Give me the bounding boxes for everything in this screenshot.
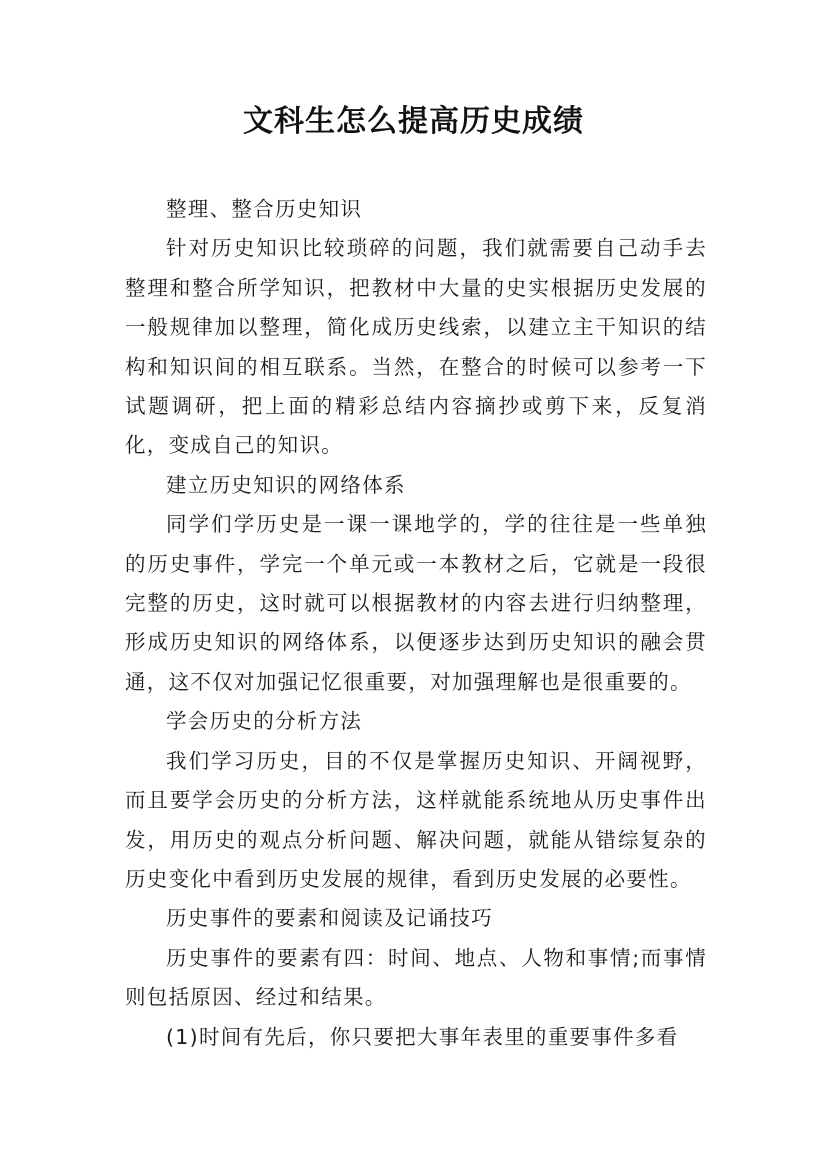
section-heading: 历史事件的要素和阅读及记诵技巧 — [166, 906, 493, 931]
document-body — [125, 190, 707, 1057]
document-title: 文科生怎么提高历史成绩 — [243, 104, 584, 139]
section-heading: 建立历史知识的网络体系 — [166, 472, 406, 497]
body-paragraph: 我们学习历史，目的不仅是掌握历史知识、开阔视野，而且要学会历史的分析方法，这样就能系统地从历史事件出发，用历史的观点分析问题、解决问题，就能从错综复杂的历史变化中看到历史发展的规律，看到历史发展的必要性。 — [125, 748, 707, 891]
body-paragraph: 针对历史知识比较琐碎的问题，我们就需要自己动手去整理和整合所学知识，把教材中大量的史实根据历史发展的一般规律加以整理，简化成历史线索，以建立主干知识的结构和知识间的相互联系。当然，在整合的时候可以参考一下试题调研，把上面的精彩总结内容摘抄或剪下来，反复消化，变成自己的知识。 — [125, 236, 707, 458]
body-paragraph: 历史事件的要素有四：时间、地点、人物和事情;而事情则包括原因、经过和结果。 — [125, 945, 707, 1010]
section-heading: 学会历史的分析方法 — [166, 709, 363, 734]
body-paragraph: (1)时间有先后，你只要把大事年表里的重要事件多看 — [166, 1024, 679, 1049]
section-heading: 整理、整合历史知识 — [166, 197, 363, 221]
body-paragraph: 同学们学历史是一课一课地学的，学的往往是一些单独的历史事件，学完一个单元或一本教材之后，它就是一段很完整的历史，这时就可以根据教材的内容去进行归纳整理，形成历史知识的网络体系，以便逐步达到历史知识的融会贯通，这不仅对加强记忆很重要，对加强理解也是很重要的。 — [125, 512, 707, 694]
